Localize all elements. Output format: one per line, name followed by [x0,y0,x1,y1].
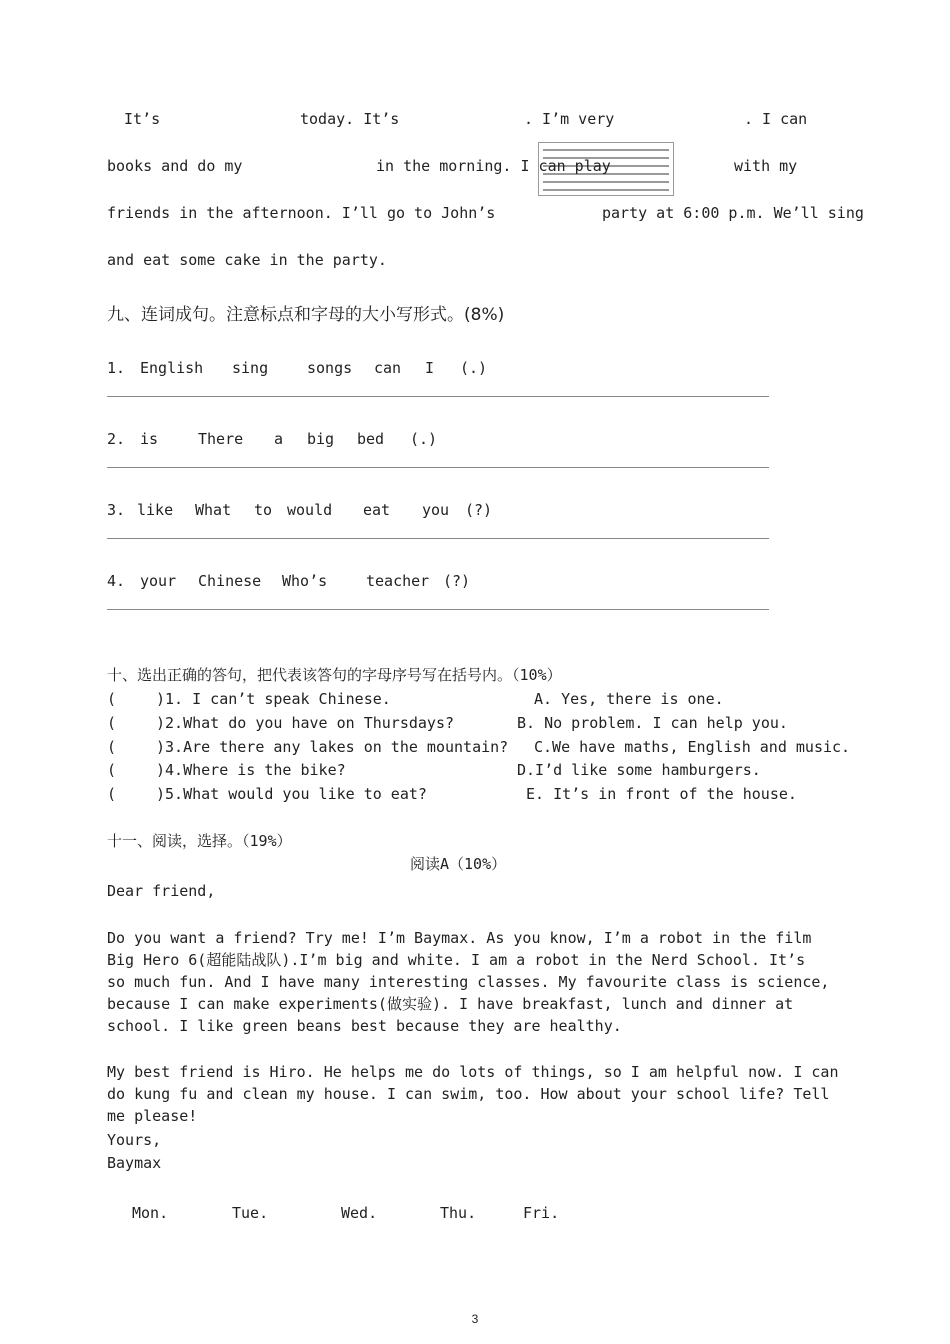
section10-title: 十、选出正确的答句，把代表该答句的字母序号写在括号内。（10%） [107,666,562,684]
s9-item1-word: English [140,359,204,377]
letter-paragraph2-line: do kung fu and clean my house. I can swim, too. How about your school life? Tell [107,1085,830,1103]
s10-answer: A. Yes, there is one. [534,690,724,708]
s10-answer: E. It’s in front of the house. [526,785,797,803]
s10-answer: B. No problem. I can help you. [517,714,788,732]
reading-a-subtitle: 阅读A（10%） [410,855,507,873]
letter-paragraph1-line: Do you want a friend? Try me! I’m Baymax. As you know, I’m a robot in the film [107,929,812,947]
letter-paragraph1-line: Big Hero 6(超能陆战队).I’m big and white. I am a robot in the Nerd School. It’s [107,951,806,969]
passage-line1-c: . I’m very [524,110,615,128]
letter-paragraph1-line: school. I like green beans best because they are healthy. [107,1017,622,1035]
s9-item3-word: would [287,501,333,519]
s9-item4-word: your [140,572,177,590]
passage-line2-b: in the morning. I can play [376,157,611,175]
passage-line1-a: It’s [124,110,161,128]
passage-line3-b: party at 6:00 p.m. We’ll sing [602,204,864,222]
page-number: 3 [471,1312,479,1326]
answer-line [107,609,769,610]
day-label: Tue. [232,1204,269,1222]
s10-answer: C.We have maths, English and music. [534,738,851,756]
s9-item4-word: (?) [443,572,471,590]
s9-item4-word: Who’s [282,572,328,590]
s10-question: )4.Where is the bike? [156,761,346,779]
day-label: Fri. [523,1204,560,1222]
s9-item2-word: is [140,430,159,448]
s9-item4-word: Chinese [198,572,262,590]
letter-closing: Yours, [107,1131,162,1149]
s9-item3-word: to [254,501,273,519]
s9-item2-word: bed [357,430,385,448]
day-label: Mon. [132,1204,169,1222]
s9-item2-word: a [274,430,284,448]
s9-item2-word: There [198,430,244,448]
s10-question: )5.What would you like to eat? [156,785,427,803]
s10-bracket: ( [107,714,117,732]
answer-line [107,538,769,539]
s10-bracket: ( [107,785,117,803]
s9-item2-word: big [307,430,335,448]
passage-line3-a: friends in the afternoon. I’ll go to John’s [107,204,496,222]
s10-question: )2.What do you have on Thursdays? [156,714,455,732]
day-label: Thu. [440,1204,477,1222]
s9-item1-word: can [374,359,402,377]
s9-item2-num: 2. [107,430,126,448]
passage-line4: and eat some cake in the party. [107,251,387,269]
letter-paragraph1-line: because I can make experiments(做实验). I have breakfast, lunch and dinner at [107,995,794,1013]
section11-title: 十一、阅读，选择。（19%） [107,832,292,850]
letter-paragraph2-line: me please! [107,1107,198,1125]
s9-item3-word: eat [363,501,391,519]
passage-line2-c: with my [734,157,798,175]
s9-item3-word: you [422,501,450,519]
passage-line1-b: today. It’s [300,110,400,128]
day-label: Wed. [341,1204,378,1222]
s9-item1-num: 1. [107,359,126,377]
s9-item1-word: I [425,359,435,377]
s9-item4-word: teacher [366,572,430,590]
answer-line [107,467,769,468]
s10-question: )3.Are there any lakes on the mountain? [156,738,509,756]
s10-bracket: ( [107,738,117,756]
s9-item2-word: (.) [410,430,438,448]
letter-paragraph1-line: so much fun. And I have many interesting classes. My favourite class is science, [107,973,830,991]
answer-line [107,396,769,397]
s10-bracket: ( [107,761,117,779]
s10-question: )1. I can’t speak Chinese. [156,690,391,708]
s9-item4-num: 4. [107,572,126,590]
s9-item3-word: What [195,501,232,519]
passage-line1-d: . I can [744,110,808,128]
passage-line2-a: books and do my [107,157,243,175]
s9-item1-word: sing [232,359,269,377]
s9-item1-word: songs [307,359,353,377]
s10-answer: D.I’d like some hamburgers. [517,761,761,779]
letter-signature: Baymax [107,1154,162,1172]
s10-bracket: ( [107,690,117,708]
letter-paragraph2-line: My best friend is Hiro. He helps me do lots of things, so I am helpful now. I can [107,1063,839,1081]
s9-item3-word: (?) [465,501,493,519]
section9-title: 九、连词成句。注意标点和字母的大小写形式。(8%) [107,305,505,325]
letter-greeting: Dear friend, [107,882,216,900]
s9-item3-num: 3. [107,501,126,519]
s9-item1-word: (.) [460,359,488,377]
s9-item3-word: like [137,501,174,519]
